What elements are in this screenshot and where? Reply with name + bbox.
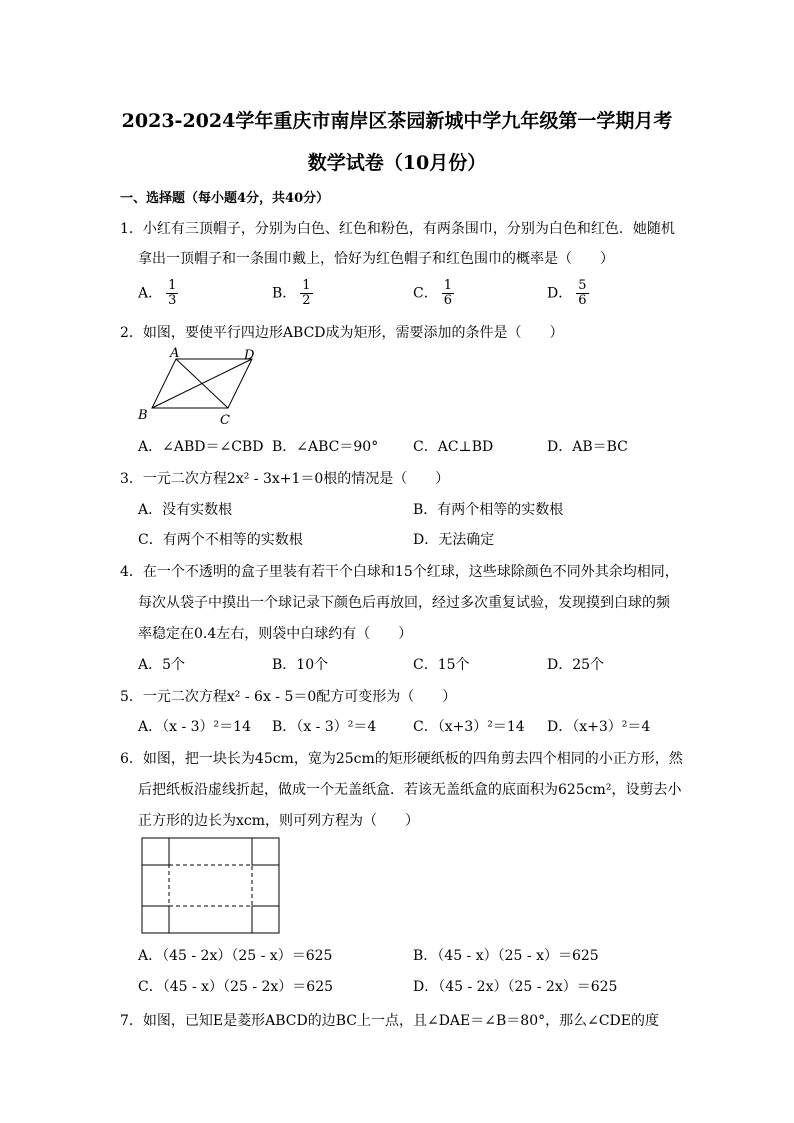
q7-line-1: 7．如图，已知E是菱形ABCD的边BC上一点，且∠DAE＝∠B＝80°，那么∠CDE的度	[120, 1013, 659, 1029]
q3-option-d: D．无法确定	[413, 532, 495, 548]
option-label: B．	[272, 285, 297, 302]
numerator: 1	[302, 278, 311, 293]
option-label: C．	[413, 285, 438, 302]
denominator: 6	[578, 293, 587, 308]
q4-option-c: C．15个	[413, 657, 470, 673]
q5-option-b: B．（x - 3）²＝4	[272, 719, 377, 735]
option-label: D．	[547, 285, 573, 302]
q2-option-b: B．∠ABC＝90°	[272, 439, 379, 455]
cardboard-outline	[142, 838, 279, 933]
q5-line-1: 5．一元二次方程x² - 6x - 5＝0配方可变形为（ ）	[120, 689, 457, 705]
q1-line-2: 拿出一顶帽子和一条围巾戴上，恰好为红色帽子和红色围巾的概率是（ ）	[138, 251, 614, 267]
option-label: A．	[138, 285, 163, 302]
section-heading: 一、选择题（每小题4分，共40分）	[120, 191, 330, 206]
q4-line-1: 4．在一个不透明的盒子里装有若干个白球和15个红球，这些球除颜色不同外其余均相同，	[120, 564, 679, 580]
q5-option-c: C．（x+3）²＝14	[413, 719, 525, 735]
q2-option-d: D．AB＝BC	[547, 439, 628, 455]
q6-line-2: 后把纸板沿虚线折起，做成一个无盖纸盒．若该无盖纸盒的底面积为625cm²，设剪去小	[138, 782, 682, 798]
title-line-2: 数学试卷（10月份）	[307, 152, 487, 174]
denominator: 3	[168, 293, 177, 308]
diagonal-bd	[152, 359, 252, 408]
q6-option-a: A．（45 - 2x）（25 - x）＝625	[138, 948, 333, 964]
fraction	[442, 279, 454, 308]
vertex-label-d: D	[244, 348, 255, 363]
q1-option-c	[413, 279, 454, 308]
q3-option-b: B．有两个相等的实数根	[413, 502, 564, 518]
q6-option-c: C．（45 - x）（25 - 2x）＝625	[138, 979, 334, 995]
q6-option-d: D．（45 - 2x）（25 - 2x）＝625	[413, 979, 618, 995]
vertex-label-b: B	[138, 408, 148, 423]
q4-option-a: A．5个	[138, 657, 186, 673]
fraction	[300, 279, 312, 308]
cardboard-figure	[141, 837, 281, 935]
vertex-label-c: C	[220, 413, 230, 428]
q4-option-d: D．25个	[547, 657, 605, 673]
vertex-label-a: A	[170, 346, 180, 361]
q4-line-3: 率稳定在0.4左右，则袋中白球约有（ ）	[138, 626, 413, 642]
numerator: 1	[443, 278, 452, 293]
q2-option-c: C．AC⊥BD	[413, 439, 494, 455]
numerator: 1	[168, 278, 177, 293]
denominator: 6	[443, 293, 452, 308]
denominator: 2	[302, 293, 311, 308]
q5-option-a: A．（x - 3）²＝14	[138, 719, 251, 735]
q1-option-a	[138, 279, 178, 308]
corner-square-br	[252, 906, 279, 933]
numerator: 5	[578, 278, 587, 293]
q4-line-2: 每次从袋子中摸出一个球记录下颜色后再放回，经过多次重复试验，发现摸到白球的频	[138, 595, 670, 611]
q3-option-c: C．有两个不相等的实数根	[138, 532, 303, 548]
q4-option-b: B．10个	[272, 657, 329, 673]
q2-line-1: 2．如图，要使平行四边形ABCD成为矩形，需要添加的条件是（ ）	[120, 325, 564, 341]
fraction	[166, 279, 178, 308]
fold-line-dashed	[169, 865, 252, 906]
corner-square-tl	[142, 838, 169, 865]
fraction	[576, 279, 588, 308]
q3-line-1: 3．一元二次方程2x² - 3x+1＝0根的情况是（ ）	[120, 471, 450, 487]
corner-square-bl	[142, 906, 169, 933]
q1-option-b	[272, 279, 313, 308]
q2-option-a: A．∠ABD＝∠CBD	[138, 439, 264, 455]
parallelogram-figure	[134, 344, 264, 428]
q3-option-a: A．没有实数根	[138, 502, 233, 518]
q6-option-b: B．（45 - x）（25 - x）＝625	[413, 948, 599, 964]
q1-option-d	[547, 279, 589, 308]
q5-option-d: D．（x+3）²＝4	[547, 719, 651, 735]
q6-line-1: 6．如图，把一块长为45cm，宽为25cm的矩形硬纸板的四角剪去四个相同的小正方形，然	[120, 751, 683, 767]
q6-line-3: 正方形的边长为xcm，则可列方程为（ ）	[138, 813, 420, 829]
title-line-1: 2023-2024学年重庆市南岸区茶园新城中学九年级第一学期月考	[121, 110, 673, 132]
corner-square-tr	[252, 838, 279, 865]
q1-line-1: 1．小红有三顶帽子，分别为白色、红色和粉色，有两条围巾，分别为白色和红色．她随机	[120, 221, 675, 237]
